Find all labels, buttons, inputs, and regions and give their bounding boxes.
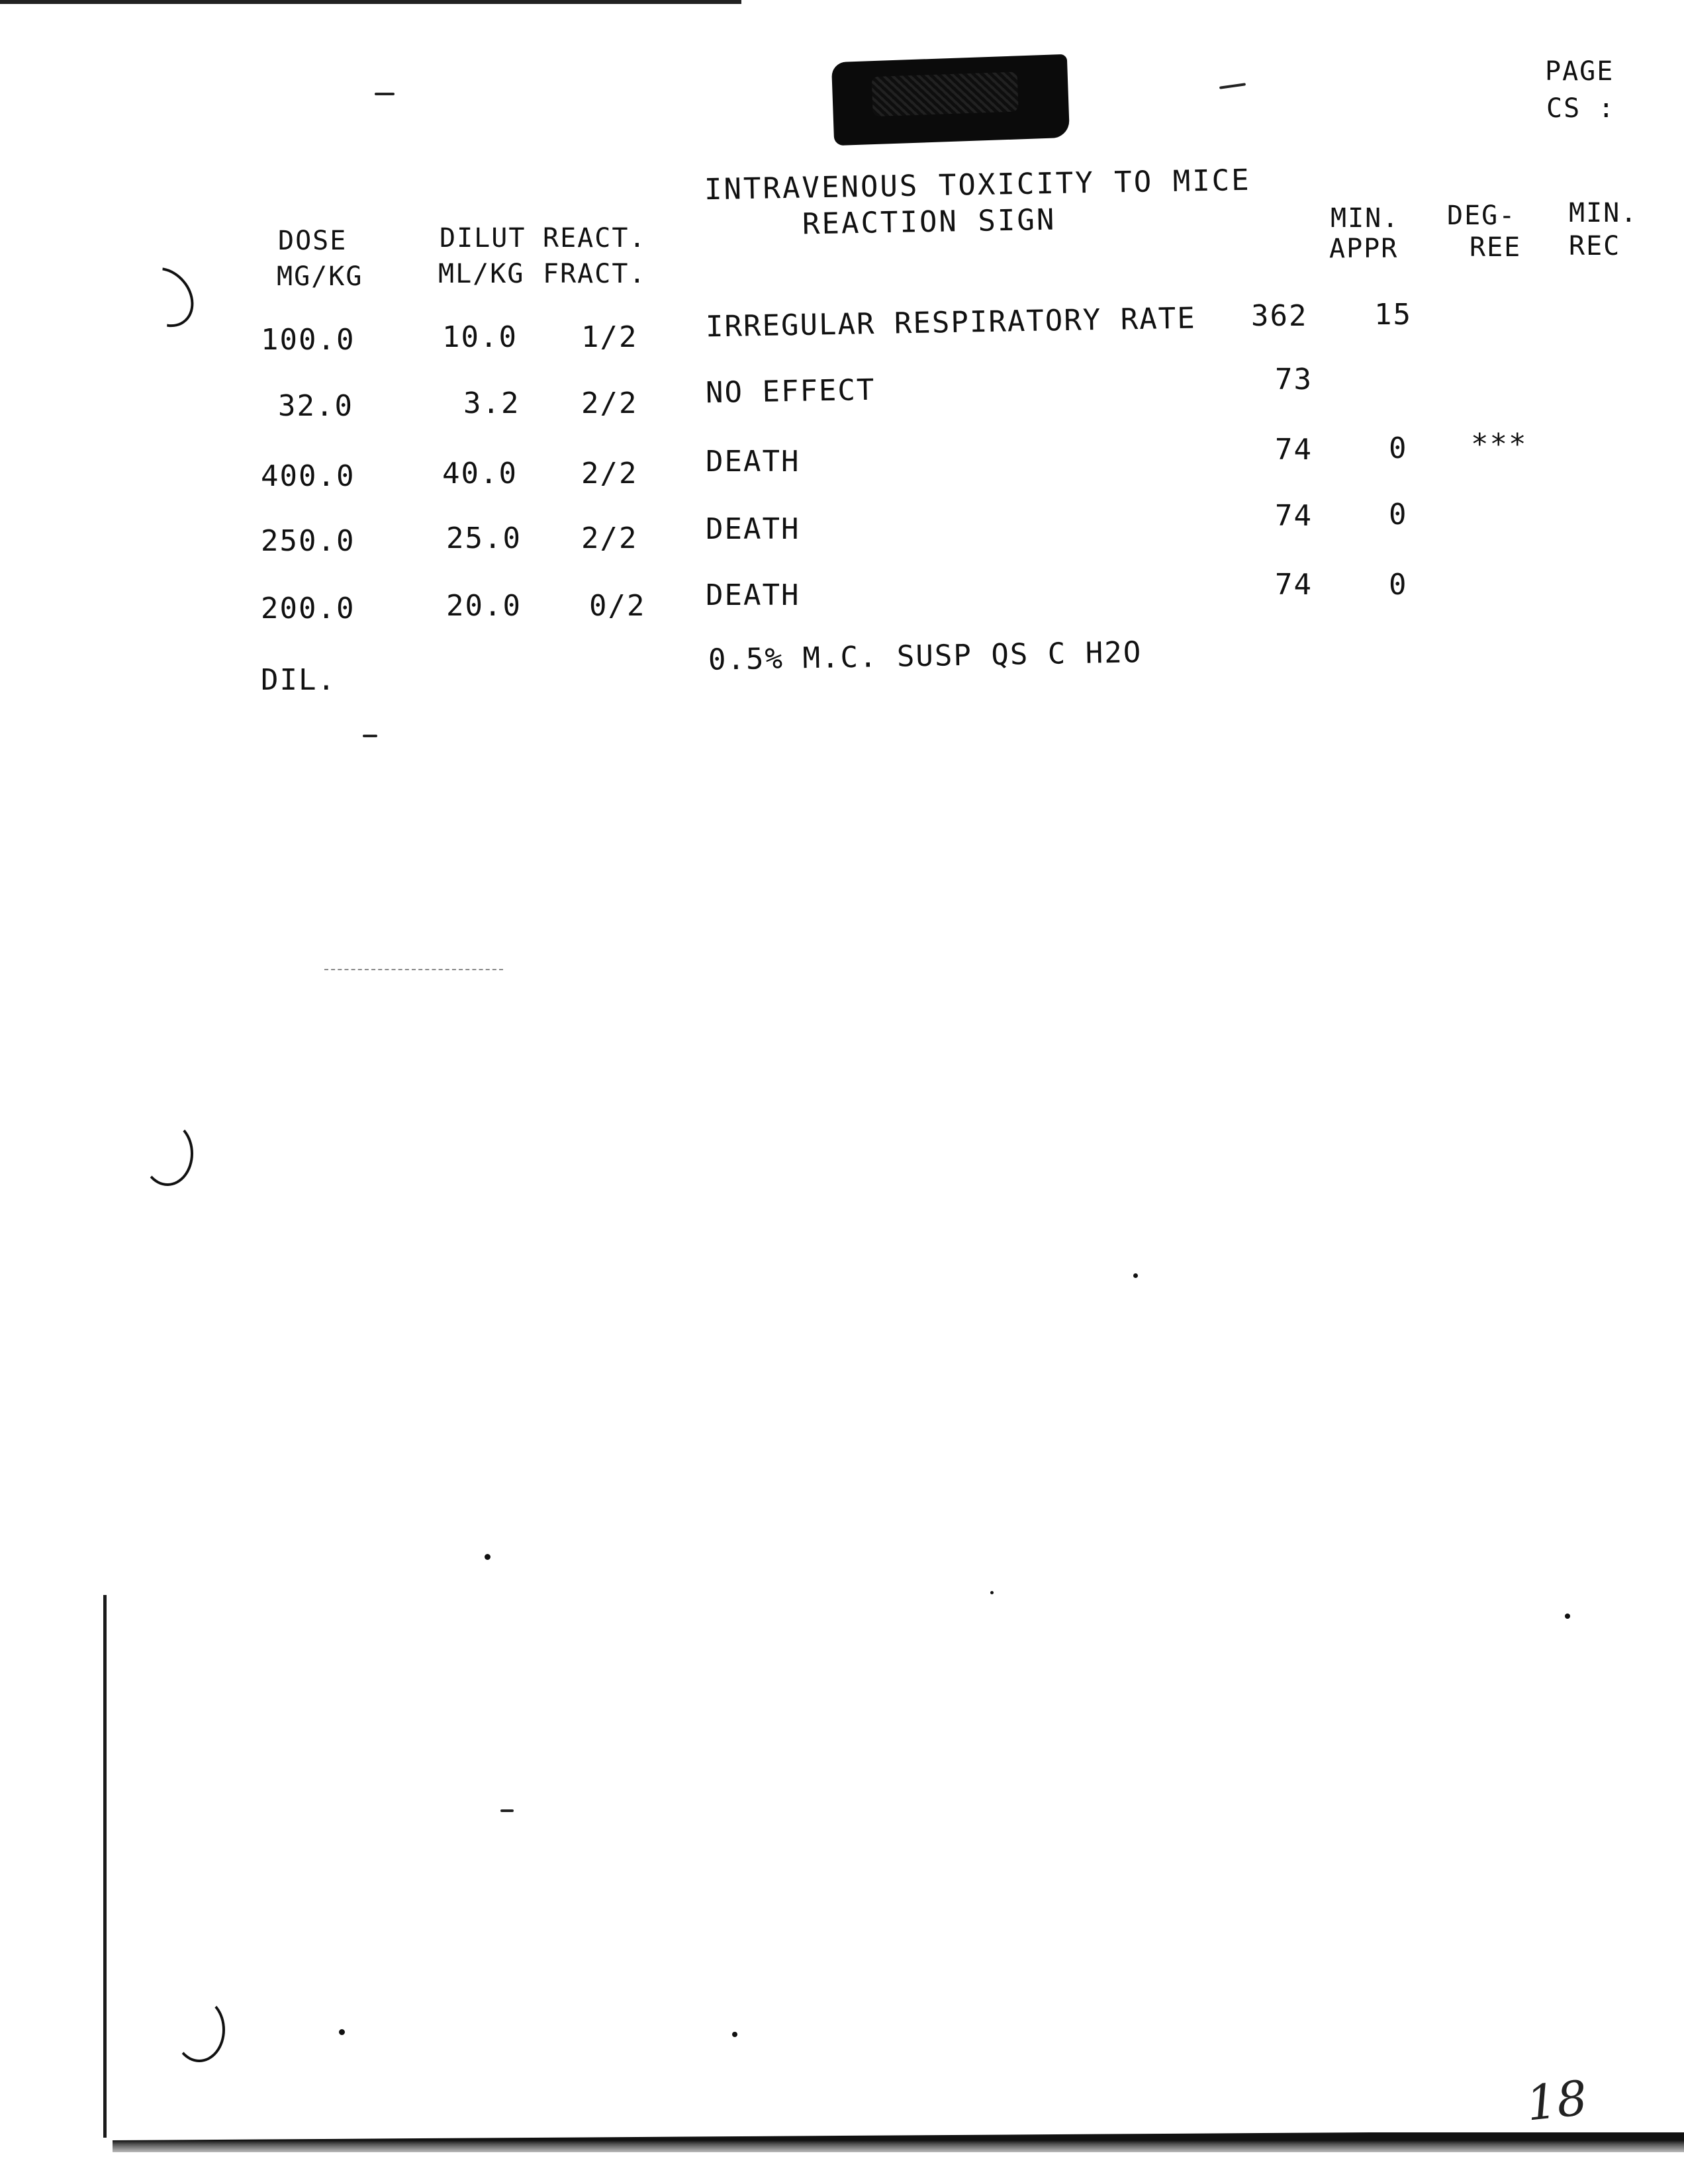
cell-min-appr: 0 [1389, 498, 1408, 531]
scan-dot [339, 2029, 345, 2035]
cell-code: 74 [1275, 499, 1313, 533]
punch-hole-mark [142, 1121, 193, 1186]
cell-code: 74 [1275, 568, 1313, 602]
cell-fract: 0/2 [589, 589, 646, 623]
punch-hole-mark [173, 1997, 225, 2062]
scan-mark [375, 93, 395, 95]
scan-bottom-edge [113, 2132, 1684, 2152]
cell-code: 362 [1251, 299, 1308, 333]
cell-dose: 400.0 [261, 459, 355, 493]
cell-reaction-sign: NO EFFECT [705, 373, 876, 410]
cell-dilut: 20.0 [446, 589, 522, 623]
scan-dot [990, 1591, 994, 1594]
cell-dose: 200.0 [261, 592, 355, 625]
cell-reaction-sign: DEATH [706, 578, 800, 612]
report-subtitle: REACTION SIGN [802, 203, 1056, 242]
column-header-dilut-unit: ML/KG [438, 259, 525, 289]
column-header-react: REACT. [543, 223, 647, 253]
cell-fract: 1/2 [581, 320, 638, 354]
column-header-min-appr-2: APPR [1329, 234, 1399, 264]
cell-dilut: 3.2 [463, 387, 520, 420]
column-header-degree: DEG- [1447, 201, 1517, 231]
cell-min-appr: 0 [1389, 432, 1408, 465]
column-header-degree-2: REE [1470, 232, 1522, 263]
scan-dot [732, 2032, 737, 2037]
scan-top-rule [0, 0, 741, 4]
page-label: PAGE [1545, 56, 1614, 87]
cell-min-appr: 15 [1374, 298, 1412, 332]
cell-reaction-sign: IRREGULAR RESPIRATORY RATE [705, 301, 1197, 344]
cell-fract: 2/2 [581, 387, 638, 420]
page-code: CS : [1546, 93, 1616, 124]
scan-dashed-line [324, 969, 503, 970]
cell-degree: *** [1471, 428, 1528, 461]
scan-mark [363, 735, 377, 737]
column-header-fract: FRACT. [543, 259, 647, 289]
cell-dilut: 10.0 [442, 320, 518, 354]
cell-dose: 100.0 [261, 323, 355, 357]
column-header-dose: DOSE [278, 226, 348, 256]
cell-fract: 2/2 [581, 522, 638, 555]
scan-mark [1219, 83, 1246, 89]
cell-reaction-sign: DEATH [706, 512, 800, 546]
scan-dot [1133, 1273, 1138, 1278]
cell-code: 74 [1275, 433, 1313, 467]
scan-mark [500, 1809, 514, 1812]
column-header-min-rec-2: REC [1569, 231, 1621, 261]
cell-dilut: 25.0 [446, 522, 522, 555]
diluent-value: 0.5% M.C. SUSP QS C H2O [708, 635, 1143, 677]
cell-dose: 32.0 [278, 389, 353, 423]
column-header-min-rec: MIN. [1569, 198, 1638, 228]
cell-dilut: 40.0 [442, 457, 518, 490]
report-title: INTRAVENOUS TOXICITY TO MICE [704, 163, 1252, 207]
redaction-block [831, 54, 1070, 146]
cell-code: 73 [1275, 363, 1313, 396]
column-header-min-appr: MIN. [1331, 203, 1400, 234]
cell-fract: 2/2 [581, 457, 638, 490]
scan-left-edge [103, 1595, 107, 2138]
cell-dose: 250.0 [261, 524, 355, 558]
handwritten-page-number: 18 [1523, 2070, 1590, 2132]
punch-hole-mark [124, 255, 206, 338]
diluent-label: DIL. [261, 663, 336, 697]
column-header-dilut: DILUT [440, 223, 526, 253]
scan-dot [485, 1554, 491, 1560]
cell-reaction-sign: DEATH [706, 445, 800, 478]
cell-min-appr: 0 [1389, 568, 1408, 602]
scan-dot [1565, 1614, 1570, 1619]
column-header-dose-unit: MG/KG [277, 261, 363, 292]
